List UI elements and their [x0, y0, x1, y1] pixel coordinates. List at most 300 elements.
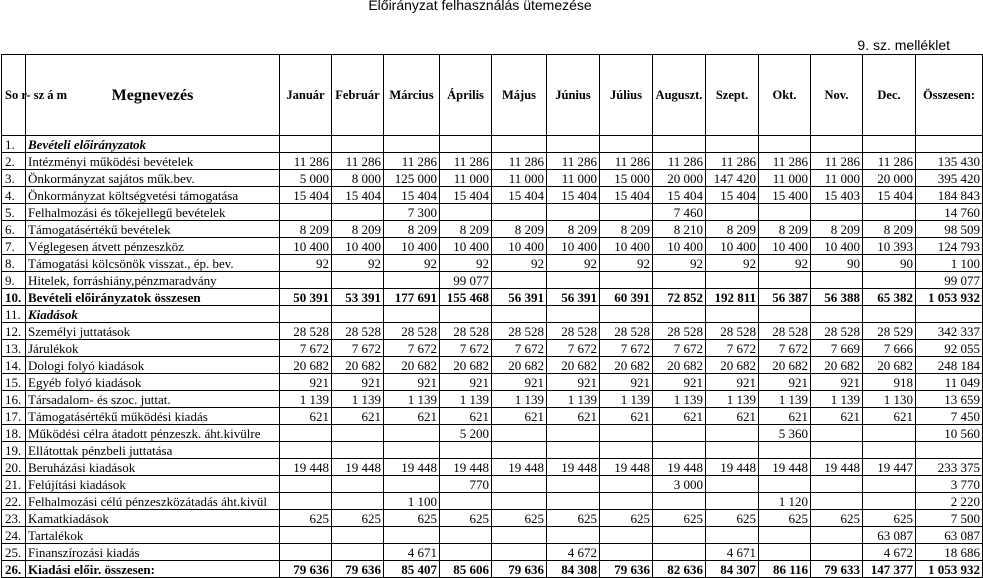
row-name: Működési célra átadott pénzeszk. áht.kivülre — [26, 425, 280, 442]
row-name: Felhalmozási és tőkejellegű bevételek — [26, 204, 280, 221]
month-value: 15 403 — [811, 187, 863, 204]
month-value: 621 — [332, 408, 384, 425]
month-value — [547, 425, 600, 442]
month-value: 8 210 — [653, 221, 706, 238]
month-value: 11 286 — [332, 153, 384, 170]
header-number: So r- sz á m — [2, 55, 26, 136]
month-value: 921 — [280, 374, 332, 391]
row-total: 342 337 — [916, 323, 983, 340]
month-value: 7 672 — [492, 340, 547, 357]
month-value — [600, 204, 653, 221]
month-value: 621 — [863, 408, 916, 425]
month-value: 7 672 — [280, 340, 332, 357]
month-value: 7 300 — [384, 204, 440, 221]
row-name: Tartalékok — [26, 527, 280, 544]
month-value — [653, 425, 706, 442]
month-value — [492, 493, 547, 510]
table-row — [2, 323, 983, 340]
month-value — [280, 136, 332, 153]
month-value — [280, 272, 332, 289]
month-value: 92 — [384, 255, 440, 272]
row-name: Kiadási előir. összesen: — [26, 561, 280, 578]
table-row — [2, 238, 983, 255]
month-value — [440, 136, 492, 153]
month-value: 56 387 — [759, 289, 811, 306]
month-value: 621 — [492, 408, 547, 425]
month-value: 1 139 — [759, 391, 811, 408]
month-value: 28 528 — [759, 323, 811, 340]
month-value: 19 448 — [653, 459, 706, 476]
row-total: 233 375 — [916, 459, 983, 476]
month-value: 147 377 — [863, 561, 916, 578]
row-name: Beruházási kiadások — [26, 459, 280, 476]
month-value: 8 209 — [492, 221, 547, 238]
table-row — [2, 544, 983, 561]
month-value: 7 460 — [653, 204, 706, 221]
month-value — [600, 425, 653, 442]
month-value — [811, 476, 863, 493]
month-value — [547, 306, 600, 323]
month-value: 7 672 — [653, 340, 706, 357]
row-name: Ellátottak pénzbeli juttatása — [26, 442, 280, 459]
header-month: Nov. — [811, 55, 863, 136]
month-value: 621 — [811, 408, 863, 425]
month-value — [600, 442, 653, 459]
row-total: 18 686 — [916, 544, 983, 561]
row-number: 17. — [2, 408, 26, 425]
month-value — [547, 476, 600, 493]
month-value — [440, 306, 492, 323]
month-value — [653, 306, 706, 323]
month-value: 921 — [332, 374, 384, 391]
row-total: 124 793 — [916, 238, 983, 255]
month-value — [280, 204, 332, 221]
row-number: 10. — [2, 289, 26, 306]
month-value — [492, 425, 547, 442]
month-value: 625 — [759, 510, 811, 527]
table-row — [2, 289, 983, 306]
month-value — [332, 306, 384, 323]
month-value — [280, 493, 332, 510]
month-value — [440, 527, 492, 544]
month-value — [332, 544, 384, 561]
month-value — [332, 493, 384, 510]
month-value — [811, 306, 863, 323]
month-value: 20 682 — [384, 357, 440, 374]
month-value — [440, 204, 492, 221]
row-total — [916, 306, 983, 323]
table-row — [2, 425, 983, 442]
header-month: Okt. — [759, 55, 811, 136]
month-value: 1 139 — [492, 391, 547, 408]
header-row — [2, 55, 983, 136]
month-value: 7 672 — [759, 340, 811, 357]
month-value: 1 139 — [811, 391, 863, 408]
row-total: 63 087 — [916, 527, 983, 544]
row-number: 20. — [2, 459, 26, 476]
month-value: 1 139 — [706, 391, 759, 408]
row-name: Önkormányzat költségvetési támogatása — [26, 187, 280, 204]
row-number: 19. — [2, 442, 26, 459]
month-value: 7 672 — [384, 340, 440, 357]
row-number: 23. — [2, 510, 26, 527]
month-value: 28 528 — [653, 323, 706, 340]
month-value — [653, 136, 706, 153]
month-value: 92 — [280, 255, 332, 272]
month-value: 11 286 — [600, 153, 653, 170]
month-value: 918 — [863, 374, 916, 391]
header-month: Június — [547, 55, 600, 136]
header-name: Megnevezés — [26, 55, 280, 136]
month-value — [492, 544, 547, 561]
month-value: 921 — [600, 374, 653, 391]
month-value: 10 400 — [280, 238, 332, 255]
month-value: 82 636 — [653, 561, 706, 578]
row-total: 10 560 — [916, 425, 983, 442]
month-value — [863, 204, 916, 221]
row-total: 1 100 — [916, 255, 983, 272]
month-value: 92 — [332, 255, 384, 272]
month-value: 15 404 — [653, 187, 706, 204]
month-value: 15 400 — [759, 187, 811, 204]
month-value: 10 400 — [332, 238, 384, 255]
month-value: 28 528 — [332, 323, 384, 340]
month-value: 10 400 — [759, 238, 811, 255]
month-value — [384, 442, 440, 459]
month-value — [600, 272, 653, 289]
month-value: 8 209 — [547, 221, 600, 238]
document-title: Előirányzat felhasználás ütemezése — [368, 0, 592, 13]
month-value: 20 682 — [706, 357, 759, 374]
row-total: 11 049 — [916, 374, 983, 391]
month-value — [332, 272, 384, 289]
month-value — [863, 425, 916, 442]
row-name: Felújítási kiadások — [26, 476, 280, 493]
month-value — [759, 544, 811, 561]
month-value: 15 000 — [600, 170, 653, 187]
month-value: 1 139 — [332, 391, 384, 408]
row-total — [916, 136, 983, 153]
month-value — [492, 306, 547, 323]
row-number: 16. — [2, 391, 26, 408]
row-name: Bevételi előirányzatok — [26, 136, 280, 153]
month-value: 8 209 — [759, 221, 811, 238]
row-name: Véglegesen átvett pénzeszköz — [26, 238, 280, 255]
month-value: 28 528 — [600, 323, 653, 340]
header-month: Február — [332, 55, 384, 136]
table-row — [2, 357, 983, 374]
month-value: 3 000 — [653, 476, 706, 493]
month-value: 79 636 — [332, 561, 384, 578]
month-value: 1 139 — [653, 391, 706, 408]
month-value: 19 448 — [440, 459, 492, 476]
month-value — [440, 493, 492, 510]
month-value — [280, 527, 332, 544]
month-value: 20 682 — [600, 357, 653, 374]
month-value: 1 130 — [863, 391, 916, 408]
month-value — [811, 527, 863, 544]
month-value: 1 139 — [440, 391, 492, 408]
row-name: Járulékok — [26, 340, 280, 357]
month-value: 8 209 — [811, 221, 863, 238]
month-value — [863, 136, 916, 153]
month-value: 1 139 — [384, 391, 440, 408]
month-value: 155 468 — [440, 289, 492, 306]
row-total: 1 053 932 — [916, 561, 983, 578]
row-number: 15. — [2, 374, 26, 391]
month-value — [600, 306, 653, 323]
month-value — [492, 527, 547, 544]
header-month: Július — [600, 55, 653, 136]
row-number: 12. — [2, 323, 26, 340]
row-name: Egyéb folyó kiadások — [26, 374, 280, 391]
row-number: 13. — [2, 340, 26, 357]
month-value — [811, 204, 863, 221]
month-value — [600, 527, 653, 544]
month-value: 10 400 — [492, 238, 547, 255]
month-value: 192 811 — [706, 289, 759, 306]
month-value: 20 682 — [759, 357, 811, 374]
month-value: 4 672 — [547, 544, 600, 561]
month-value: 11 286 — [440, 153, 492, 170]
row-number: 4. — [2, 187, 26, 204]
month-value: 19 448 — [280, 459, 332, 476]
month-value: 28 528 — [280, 323, 332, 340]
month-value: 10 400 — [384, 238, 440, 255]
month-value: 7 672 — [332, 340, 384, 357]
month-value: 1 139 — [547, 391, 600, 408]
month-value — [280, 306, 332, 323]
table-row — [2, 340, 983, 357]
row-total: 2 220 — [916, 493, 983, 510]
month-value: 19 448 — [811, 459, 863, 476]
month-value — [280, 425, 332, 442]
month-value: 11 286 — [863, 153, 916, 170]
month-value: 50 391 — [280, 289, 332, 306]
table-row — [2, 136, 983, 153]
table-row — [2, 255, 983, 272]
month-value — [863, 306, 916, 323]
month-value: 19 448 — [706, 459, 759, 476]
month-value — [653, 272, 706, 289]
header-month: Március — [384, 55, 440, 136]
month-value — [759, 272, 811, 289]
month-value: 11 000 — [811, 170, 863, 187]
month-value: 10 400 — [600, 238, 653, 255]
month-value: 20 682 — [332, 357, 384, 374]
month-value: 15 404 — [706, 187, 759, 204]
month-value — [440, 442, 492, 459]
month-value: 10 393 — [863, 238, 916, 255]
month-value: 19 448 — [759, 459, 811, 476]
month-value: 921 — [706, 374, 759, 391]
header-month: Április — [440, 55, 492, 136]
row-total: 184 843 — [916, 187, 983, 204]
month-value: 15 404 — [280, 187, 332, 204]
table-row — [2, 272, 983, 289]
month-value — [384, 306, 440, 323]
month-value — [759, 204, 811, 221]
month-value: 63 087 — [863, 527, 916, 544]
month-value: 4 671 — [384, 544, 440, 561]
month-value: 15 404 — [600, 187, 653, 204]
month-value — [384, 136, 440, 153]
month-value: 4 671 — [706, 544, 759, 561]
month-value: 99 077 — [440, 272, 492, 289]
row-number: 5. — [2, 204, 26, 221]
month-value: 11 286 — [811, 153, 863, 170]
month-value — [863, 272, 916, 289]
month-value: 621 — [384, 408, 440, 425]
month-value: 20 682 — [653, 357, 706, 374]
table-row — [2, 459, 983, 476]
month-value: 621 — [706, 408, 759, 425]
month-value: 19 448 — [600, 459, 653, 476]
row-total: 14 760 — [916, 204, 983, 221]
month-value: 53 391 — [332, 289, 384, 306]
month-value: 8 209 — [600, 221, 653, 238]
month-value: 92 — [547, 255, 600, 272]
month-value: 625 — [706, 510, 759, 527]
month-value: 92 — [492, 255, 547, 272]
month-value: 8 209 — [706, 221, 759, 238]
month-value: 56 391 — [492, 289, 547, 306]
month-value: 79 636 — [600, 561, 653, 578]
month-value: 625 — [547, 510, 600, 527]
row-name: Személyi juttatások — [26, 323, 280, 340]
month-value: 20 682 — [280, 357, 332, 374]
row-total: 1 053 932 — [916, 289, 983, 306]
month-value: 20 682 — [492, 357, 547, 374]
month-value: 1 120 — [759, 493, 811, 510]
table-body — [2, 55, 983, 578]
month-value: 921 — [440, 374, 492, 391]
row-total: 3 770 — [916, 476, 983, 493]
month-value: 7 672 — [600, 340, 653, 357]
table-row — [2, 306, 983, 323]
month-value — [492, 204, 547, 221]
month-value: 921 — [492, 374, 547, 391]
month-value — [759, 136, 811, 153]
row-name: Dologi folyó kiadások — [26, 357, 280, 374]
month-value: 177 691 — [384, 289, 440, 306]
table-row — [2, 391, 983, 408]
month-value: 921 — [547, 374, 600, 391]
row-number: 2. — [2, 153, 26, 170]
month-value — [811, 442, 863, 459]
month-value — [547, 493, 600, 510]
month-value: 625 — [492, 510, 547, 527]
month-value: 11 000 — [492, 170, 547, 187]
month-value — [600, 136, 653, 153]
month-value: 5 200 — [440, 425, 492, 442]
month-value — [706, 442, 759, 459]
row-name: Önkormányzat sajátos műk.bev. — [26, 170, 280, 187]
header-month: Dec. — [863, 55, 916, 136]
month-value: 5 000 — [280, 170, 332, 187]
month-value: 56 391 — [547, 289, 600, 306]
month-value: 770 — [440, 476, 492, 493]
month-value — [600, 544, 653, 561]
table-row — [2, 374, 983, 391]
month-value — [332, 527, 384, 544]
month-value: 8 209 — [384, 221, 440, 238]
month-value: 19 447 — [863, 459, 916, 476]
month-value: 28 528 — [706, 323, 759, 340]
month-value — [653, 493, 706, 510]
month-value: 11 286 — [547, 153, 600, 170]
month-value: 19 448 — [384, 459, 440, 476]
row-number: 11. — [2, 306, 26, 323]
row-name: Kiadások — [26, 306, 280, 323]
month-value: 92 — [759, 255, 811, 272]
row-number: 3. — [2, 170, 26, 187]
month-value: 79 633 — [811, 561, 863, 578]
month-value: 11 286 — [759, 153, 811, 170]
month-value: 92 — [600, 255, 653, 272]
table-row — [2, 408, 983, 425]
month-value — [547, 442, 600, 459]
month-value: 1 139 — [280, 391, 332, 408]
table-row — [2, 476, 983, 493]
month-value — [706, 425, 759, 442]
row-number: 25. — [2, 544, 26, 561]
month-value — [600, 493, 653, 510]
row-number: 1. — [2, 136, 26, 153]
month-value: 10 400 — [653, 238, 706, 255]
month-value — [492, 442, 547, 459]
month-value — [280, 442, 332, 459]
month-value: 7 672 — [440, 340, 492, 357]
month-value: 8 209 — [440, 221, 492, 238]
month-value: 85 407 — [384, 561, 440, 578]
month-value — [759, 476, 811, 493]
month-value — [384, 527, 440, 544]
month-value — [332, 204, 384, 221]
month-value — [547, 272, 600, 289]
month-value: 621 — [547, 408, 600, 425]
month-value: 19 448 — [547, 459, 600, 476]
row-number: 9. — [2, 272, 26, 289]
month-value: 28 528 — [492, 323, 547, 340]
row-total: 395 420 — [916, 170, 983, 187]
month-value: 28 528 — [811, 323, 863, 340]
month-value: 7 669 — [811, 340, 863, 357]
month-value — [706, 476, 759, 493]
month-value: 15 404 — [332, 187, 384, 204]
month-value — [706, 136, 759, 153]
month-value — [706, 272, 759, 289]
month-value: 5 360 — [759, 425, 811, 442]
month-value: 621 — [600, 408, 653, 425]
month-value: 20 682 — [547, 357, 600, 374]
month-value: 10 400 — [706, 238, 759, 255]
row-number: 21. — [2, 476, 26, 493]
month-value: 625 — [384, 510, 440, 527]
month-value — [547, 204, 600, 221]
month-value — [492, 136, 547, 153]
month-value: 8 000 — [332, 170, 384, 187]
row-name: Bevételi előirányzatok összesen — [26, 289, 280, 306]
month-value: 125 000 — [384, 170, 440, 187]
month-value — [440, 544, 492, 561]
table-row — [2, 442, 983, 459]
month-value: 921 — [653, 374, 706, 391]
month-value: 1 100 — [384, 493, 440, 510]
month-value — [332, 476, 384, 493]
header-month: Május — [492, 55, 547, 136]
month-value: 621 — [759, 408, 811, 425]
